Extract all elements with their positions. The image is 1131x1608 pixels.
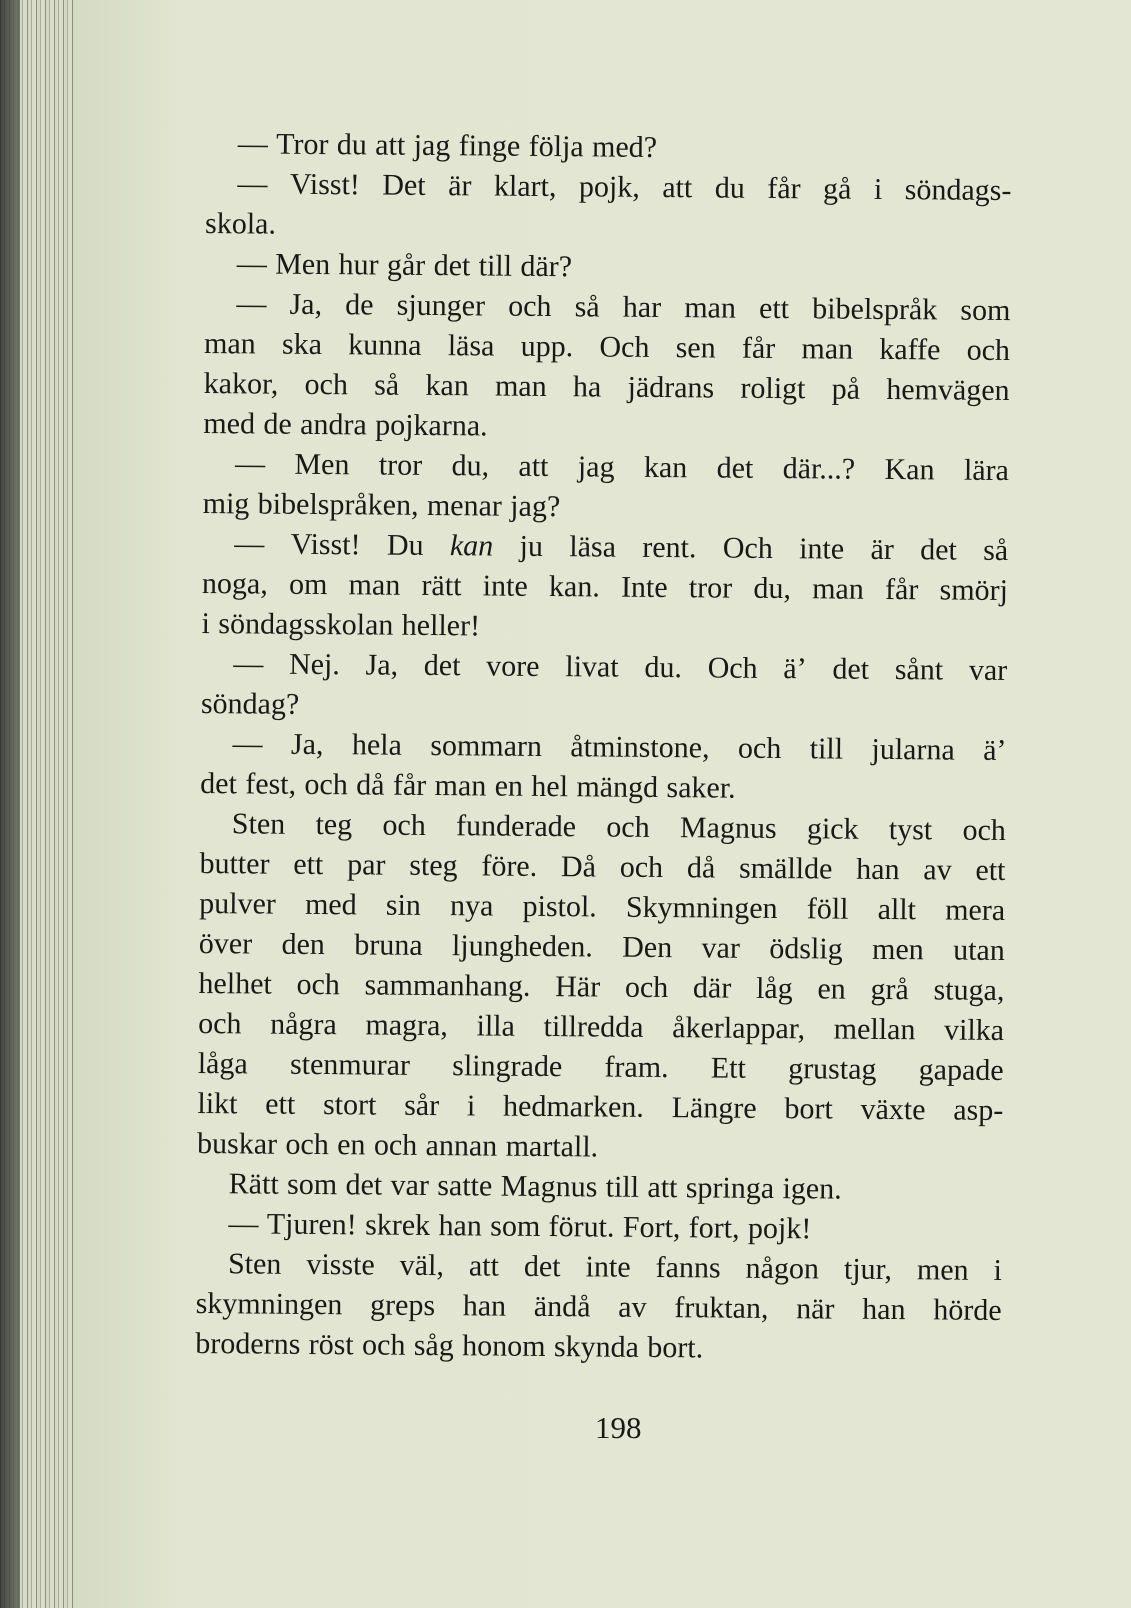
- text-line: [204, 324, 1010, 371]
- text-line: [197, 1084, 1003, 1131]
- word: som: [286, 1167, 338, 1202]
- word: Den: [622, 930, 673, 965]
- text-line: [199, 884, 1005, 931]
- word: pojk!: [747, 1211, 812, 1246]
- word: Visst!: [290, 527, 361, 562]
- word: Rätt: [228, 1167, 279, 1201]
- word: av: [923, 853, 952, 887]
- word: du,: [451, 449, 490, 483]
- word: någon: [745, 1251, 820, 1286]
- word: man: [684, 291, 737, 325]
- word: grå: [870, 972, 909, 1007]
- word: av: [618, 1290, 647, 1324]
- word: jag?: [510, 489, 561, 524]
- word: att: [375, 128, 406, 162]
- word: hemvägen: [886, 372, 1010, 408]
- text-line: [198, 964, 1004, 1011]
- word: en: [337, 1128, 366, 1162]
- word: skola.: [204, 206, 277, 241]
- word: Fort,: [622, 1210, 681, 1245]
- word: söndagsskolan: [218, 607, 394, 642]
- word: man: [348, 568, 401, 602]
- word: fruktan,: [674, 1291, 769, 1325]
- word: Då: [560, 850, 597, 884]
- word: pojk,: [578, 170, 640, 204]
- word: ä’: [983, 733, 1007, 768]
- word: Ja,: [365, 648, 399, 682]
- page-number: 198: [595, 1410, 642, 1445]
- word: magra,: [365, 1008, 449, 1043]
- word: med: [203, 406, 256, 441]
- word: det: [832, 652, 870, 686]
- word: helhet: [198, 966, 272, 1001]
- word: —: [237, 167, 268, 201]
- word: steg: [409, 848, 458, 883]
- word: man: [801, 332, 854, 366]
- word: kan.: [548, 570, 600, 604]
- word: mängd: [576, 770, 659, 804]
- word: man: [494, 369, 547, 403]
- word: bort.: [647, 1330, 704, 1365]
- word: före.: [481, 849, 538, 883]
- word: var: [968, 653, 1008, 688]
- word: och: [373, 1128, 418, 1162]
- text-line: [203, 404, 1009, 451]
- word: till: [605, 1170, 640, 1204]
- word: följa: [528, 129, 584, 164]
- text-line: [195, 1324, 1001, 1371]
- word: att: [647, 1170, 678, 1205]
- word: allt: [877, 892, 917, 927]
- text-line: [203, 444, 1009, 491]
- word: jag: [413, 128, 451, 163]
- word: ett: [293, 847, 324, 882]
- word: röst: [308, 1327, 354, 1362]
- word: —: [234, 527, 265, 561]
- text-line: [205, 244, 1011, 291]
- word: det: [433, 248, 471, 283]
- word: det: [920, 533, 958, 567]
- text-line: [197, 1164, 1003, 1211]
- word: lära: [963, 453, 1010, 488]
- word: heller!: [401, 608, 481, 643]
- word: Längre: [671, 1091, 757, 1125]
- word: man: [434, 769, 487, 803]
- text-line: [199, 844, 1005, 891]
- word: då: [686, 851, 716, 885]
- word: får: [392, 768, 427, 802]
- word: får: [884, 572, 919, 607]
- word: han: [462, 1289, 507, 1323]
- word: skynda: [553, 1330, 640, 1364]
- word: föll: [806, 892, 849, 926]
- word: i: [466, 1089, 476, 1123]
- word: Visst!: [289, 167, 360, 202]
- word: till: [478, 249, 513, 283]
- word: sen: [675, 331, 716, 365]
- word: inte: [585, 1250, 631, 1284]
- word: och: [361, 1328, 406, 1362]
- word: skrek: [365, 1208, 431, 1242]
- word: det: [523, 1249, 561, 1284]
- word: stort: [322, 1088, 377, 1122]
- word: funderade: [455, 809, 577, 844]
- word: gå: [822, 172, 852, 206]
- word: på: [831, 372, 861, 406]
- word: som: [490, 1209, 541, 1243]
- word: kan: [449, 529, 494, 563]
- word: söndag?: [200, 686, 300, 721]
- word: Och: [722, 531, 773, 565]
- word: när: [796, 1292, 835, 1326]
- word: där?: [520, 249, 573, 284]
- word: växte: [860, 1092, 926, 1127]
- word: ett: [758, 291, 790, 326]
- word: var: [701, 931, 741, 965]
- word: tror: [378, 448, 423, 482]
- text-line: [198, 1044, 1004, 1091]
- word: de: [263, 407, 292, 441]
- word: ha: [572, 370, 602, 404]
- word: stuga,: [933, 973, 1005, 1007]
- word: och: [737, 731, 782, 766]
- word: annan: [425, 1128, 498, 1163]
- word: jularna: [871, 732, 955, 767]
- word: sammanhang.: [364, 968, 531, 1003]
- word: asp-: [953, 1093, 1004, 1127]
- word: Nej.: [288, 647, 341, 682]
- word: förut.: [548, 1210, 615, 1244]
- word: —: [232, 727, 263, 761]
- word: tillredda: [543, 1009, 644, 1044]
- word: så: [983, 533, 1009, 568]
- word: där...?: [782, 452, 856, 486]
- word: springa: [685, 1171, 775, 1205]
- word: Kan: [884, 452, 935, 487]
- word: söndags-: [904, 173, 1012, 208]
- text-line: [206, 124, 1012, 171]
- text-line: [197, 1124, 1003, 1171]
- word: jag: [577, 450, 615, 484]
- word: buskar: [196, 1126, 278, 1161]
- word: honom: [462, 1329, 546, 1364]
- word: ändå: [533, 1289, 591, 1324]
- word: Magnus: [679, 811, 777, 846]
- word: Men: [275, 247, 331, 282]
- word: han: [856, 852, 900, 887]
- word: Det: [382, 168, 426, 202]
- word: grustag: [788, 1052, 877, 1086]
- word: Magnus: [500, 1169, 598, 1204]
- word: —: [233, 647, 264, 681]
- word: fest,: [245, 767, 297, 801]
- word: den: [281, 927, 326, 962]
- word: finge: [458, 129, 521, 163]
- word: ödslig: [769, 931, 843, 966]
- word: slingrade: [452, 1049, 563, 1084]
- word: väl,: [399, 1248, 445, 1283]
- word: hela: [351, 728, 403, 762]
- word: är: [870, 532, 894, 567]
- word: fanns: [655, 1250, 721, 1285]
- word: likt: [197, 1086, 238, 1121]
- text-line: [201, 644, 1007, 691]
- word: och: [382, 808, 426, 842]
- word: och: [508, 289, 552, 324]
- word: låga: [197, 1046, 248, 1081]
- word: men: [871, 932, 924, 967]
- word: och: [304, 767, 348, 802]
- word: Ja,: [289, 287, 323, 322]
- word: pojkarna.: [375, 408, 488, 443]
- word: och: [962, 813, 1006, 848]
- word: Skymningen: [625, 890, 778, 926]
- word: fort,: [688, 1211, 740, 1245]
- word: och: [966, 333, 1011, 368]
- text-line: [196, 1284, 1002, 1331]
- word: ett: [265, 1087, 296, 1121]
- word: Sten: [231, 807, 286, 841]
- word: Och: [707, 651, 758, 685]
- word: klart,: [493, 169, 557, 204]
- word: roligt: [740, 371, 806, 406]
- text-line: [196, 1244, 1002, 1291]
- word: kaffe: [879, 332, 941, 367]
- word: tyst: [888, 812, 933, 847]
- word: —: [236, 247, 267, 281]
- text-line: [205, 204, 1011, 251]
- word: sjunger: [396, 288, 486, 323]
- word: ska: [281, 327, 323, 362]
- word: ljungheden.: [451, 929, 593, 964]
- word: visste: [306, 1247, 375, 1282]
- text-line: [205, 164, 1011, 211]
- word: får: [767, 171, 801, 206]
- text-line: [204, 364, 1010, 411]
- word: läsa: [447, 329, 495, 363]
- word: att: [518, 449, 549, 484]
- word: att: [468, 1249, 500, 1283]
- text-line: [200, 764, 1006, 811]
- word: Men: [294, 447, 350, 482]
- word: Tror: [276, 127, 329, 162]
- word: låg: [755, 971, 793, 1006]
- word: åkerlappar,: [672, 1011, 806, 1046]
- word: mera: [945, 893, 1006, 928]
- word: hel: [531, 769, 569, 804]
- word: teg: [315, 807, 353, 842]
- word: och: [606, 810, 650, 844]
- text-line: [201, 684, 1007, 731]
- word: bibelspråk: [812, 292, 938, 327]
- word: satte: [437, 1169, 493, 1203]
- word: i: [993, 1253, 1003, 1287]
- word: bruna: [354, 928, 423, 962]
- word: hur: [338, 248, 379, 282]
- word: han: [438, 1209, 482, 1243]
- word: livat: [565, 650, 619, 684]
- word: broderns: [195, 1326, 301, 1361]
- word: du: [336, 128, 368, 162]
- word: sin: [385, 888, 422, 922]
- word: stenmurar: [289, 1047, 411, 1082]
- word: en: [817, 972, 846, 1006]
- word: gick: [806, 812, 859, 846]
- word: Inte: [620, 570, 668, 605]
- word: han: [862, 1292, 906, 1327]
- word: till: [809, 732, 844, 766]
- word: över: [198, 926, 253, 961]
- word: där: [692, 971, 732, 1005]
- word: och: [619, 850, 664, 885]
- word: mig: [202, 486, 250, 521]
- word: Ja,: [290, 727, 324, 762]
- word: går: [386, 248, 426, 282]
- word: läsa: [569, 530, 617, 564]
- word: vilka: [943, 1013, 1005, 1047]
- word: med?: [591, 130, 658, 164]
- word: menar: [426, 488, 503, 523]
- word: ju: [519, 529, 544, 563]
- text-line: [202, 564, 1008, 611]
- word: utan: [953, 933, 1005, 968]
- word: inte: [799, 532, 845, 566]
- word: kan: [425, 368, 469, 403]
- word: Här: [555, 970, 601, 1004]
- word: pulver: [199, 886, 276, 921]
- word: och: [304, 367, 349, 402]
- word: tjur,: [843, 1252, 893, 1287]
- word: några: [270, 1007, 337, 1042]
- word: Sten: [227, 1247, 282, 1281]
- word: var: [390, 1168, 430, 1202]
- word: bort: [784, 1092, 833, 1126]
- word: ä’: [783, 652, 807, 686]
- word: är: [448, 169, 472, 203]
- word: har: [622, 290, 662, 324]
- word: sånt: [894, 653, 944, 687]
- gutter-shadow: [0, 0, 20, 1608]
- word: att: [662, 170, 693, 205]
- word: tror: [688, 571, 733, 605]
- word: Tjuren!: [266, 1207, 357, 1242]
- word: de: [345, 288, 374, 322]
- word: med: [304, 887, 357, 922]
- word: så: [574, 290, 600, 324]
- word: såg: [413, 1328, 454, 1363]
- word: illa: [476, 1009, 516, 1043]
- word: i: [201, 606, 211, 641]
- word: du: [714, 171, 745, 205]
- text-line: [203, 484, 1009, 531]
- word: rätt: [421, 568, 462, 603]
- word: greps: [369, 1288, 436, 1323]
- word: bibelspråken,: [257, 487, 419, 522]
- word: kan: [643, 450, 688, 485]
- word: sommarn: [430, 728, 543, 763]
- word: Du: [386, 528, 424, 562]
- word: det: [200, 766, 238, 801]
- word: fram.: [604, 1050, 669, 1085]
- word: pistol.: [522, 889, 597, 924]
- word: hörde: [933, 1293, 1002, 1327]
- text-line: [198, 1004, 1004, 1051]
- word: vore: [486, 649, 540, 683]
- word: om: [288, 567, 328, 602]
- word: martall.: [505, 1129, 599, 1164]
- word: noga,: [201, 566, 268, 601]
- word: i: [873, 172, 883, 206]
- word: som: [960, 293, 1011, 328]
- word: —: [237, 127, 268, 161]
- word: —: [234, 447, 266, 481]
- word: man: [203, 326, 256, 361]
- text-line: [202, 524, 1008, 571]
- word: —: [236, 287, 267, 321]
- word: upp.: [520, 329, 574, 364]
- word: sår: [404, 1088, 440, 1123]
- text-line: [204, 284, 1010, 331]
- word: igen.: [782, 1172, 842, 1206]
- word: nya: [449, 889, 494, 923]
- word: par: [347, 848, 386, 882]
- word: butter: [199, 846, 270, 881]
- word: ett: [975, 853, 1006, 888]
- text-line: [200, 804, 1006, 851]
- word: så: [374, 368, 400, 402]
- text-line: [200, 724, 1006, 771]
- text-line: [199, 924, 1005, 971]
- word: hedmarken.: [502, 1089, 645, 1124]
- word: Ett: [710, 1051, 747, 1085]
- word: jädrans: [627, 370, 715, 405]
- word: —: [228, 1207, 259, 1241]
- word: och: [198, 1006, 242, 1041]
- word: då: [356, 768, 385, 802]
- word: man: [812, 572, 864, 606]
- word: och: [296, 967, 341, 1002]
- word: Och: [599, 330, 650, 364]
- word: andra: [300, 407, 367, 442]
- body-text: [195, 124, 1012, 1371]
- word: men: [916, 1253, 969, 1287]
- word: smällde: [738, 851, 833, 886]
- word: rent.: [642, 530, 697, 565]
- word: åtminstone,: [570, 730, 710, 765]
- word: du,: [753, 571, 792, 606]
- word: du.: [644, 650, 683, 685]
- word: och: [285, 1127, 329, 1162]
- word: kakor,: [203, 366, 279, 401]
- word: det: [345, 1168, 383, 1202]
- text-line: [196, 1204, 1002, 1251]
- word: det: [716, 451, 754, 485]
- word: mellan: [833, 1012, 916, 1047]
- word: en: [494, 769, 524, 803]
- word: det: [423, 648, 461, 683]
- word: gapade: [918, 1053, 1004, 1087]
- word: kunna: [348, 328, 422, 362]
- word: får: [741, 331, 776, 365]
- word: smörj: [939, 573, 1009, 608]
- text-line: [201, 604, 1007, 651]
- word: saker.: [666, 771, 736, 805]
- word: och: [624, 970, 669, 1005]
- word: skymningen: [195, 1286, 343, 1322]
- word: inte: [482, 569, 528, 603]
